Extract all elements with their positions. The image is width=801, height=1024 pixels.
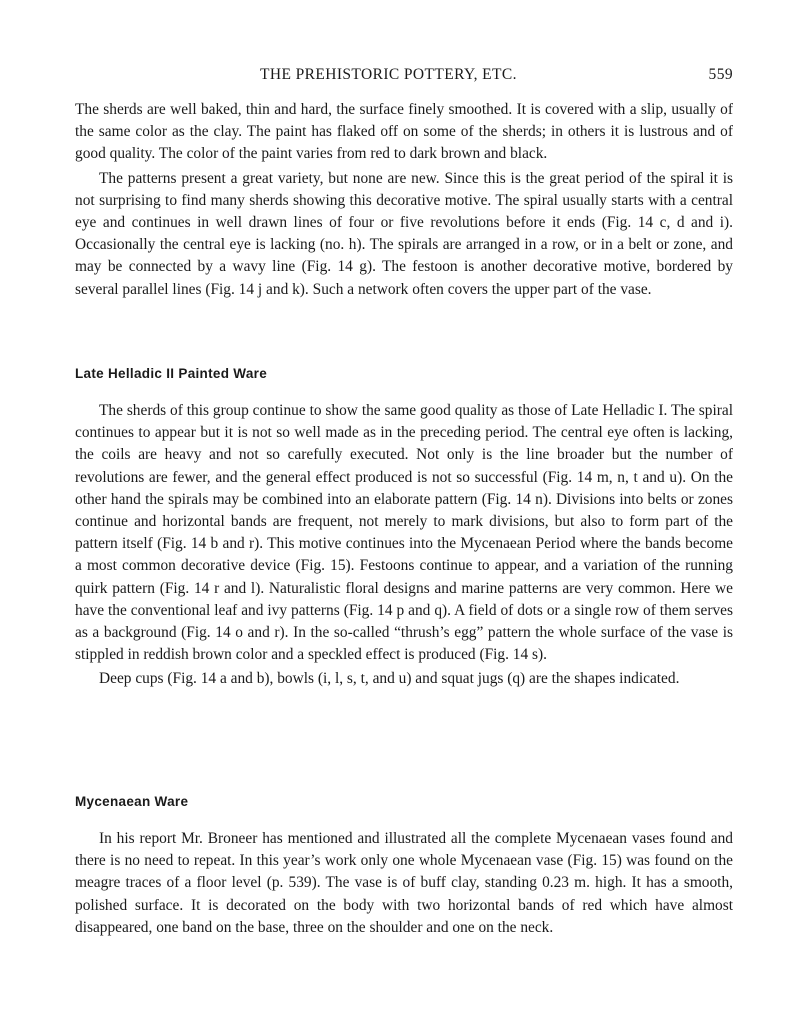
paragraph: In his report Mr. Broneer has mentioned and illustrated all the complete Mycenaean vases found and there is no need to repeat. In this year’s work only one whole Mycenaean vase (Fig. 15) was found on the meagre traces of a floor level (p. 539). The vase is of buff clay, standing 0.23 m. high. It has a smooth, polished surface. It is decorated on the body with two horizontal bands of red which have almost disappeared, one band on the base, three on the shoulder and one on the neck. xyxy=(75,830,733,936)
page-number: 559 xyxy=(708,66,733,83)
running-title: THE PREHISTORIC POTTERY, ETC. xyxy=(260,66,517,83)
paragraph: The patterns present a great variety, but none are new. Since this is the great period of the spiral it is not surprising to find many sherds showing this decorative motive. The spiral usually starts with a central eye and continues in well drawn lines of four or five revolutions before it ends (Fig. 14 c, d and i). Occasionally the central eye is lacking (no. h). The spirals are arranged in a row, or in a belt or zone, and may be connected by a wavy line (Fig. 14 g). The festoon is another decorative motive, bordered by several parallel lines (Fig. 14 j and k). Such a network often covers the upper part of the vase. xyxy=(75,169,733,298)
section-heading: Late Helladic II Painted Ware xyxy=(75,366,268,381)
paragraph: The sherds of this group continue to show the same good quality as those of Late Helladic I. The spiral continues to appear but it is not so well made as in the preceding period. The central eye often is lacking, the coils are heavy and not so carefully executed. Not only is the line broader but the number of revolutions are fewer, and the general effect produced is not so successful (Fig. 14 m, n, t and u). On the other hand the spirals may be combined into an elaborate pattern (Fig. 14 n). Divisions into belts or zones continue and horizontal bands are frequent, not merely to mark divisions, but also to form part of the pattern itself (Fig. 14 b and r). This motive continues into the Mycenaean Period where the bands become a most common decorative device (Fig. 15). Festoons continue to appear, and a variation of the running quirk pattern (Fig. 14 r and l). Naturalistic floral designs and marine patterns are very common. Here we have the conventional leaf and ivy patterns (Fig. 14 p and q). A field of dots or a single row of them serves as a background (Fig. 14 o and r). In the so-called “thrush’s egg” pattern the whole surface of the vase is stippled in reddish brown color and a speckled effect is produced (Fig. 14 s). xyxy=(75,402,733,664)
paragraph: Deep cups (Fig. 14 a and b), bowls (i, l, s, t, and u) and squat jugs (q) are the shapes indicated. xyxy=(99,670,680,688)
section-heading: Mycenaean Ware xyxy=(75,794,189,809)
section-mycenaean xyxy=(75,828,733,939)
section-intro xyxy=(75,99,733,301)
section-late-helladic-ii xyxy=(75,400,733,691)
running-head xyxy=(75,66,733,86)
paragraph: The sherds are well baked, thin and hard, the surface finely smoothed. It is covered with a slip, usually of the same color as the clay. The paint has flaked off on some of the sherds; in others it is lustrous and of good quality. The color of the paint varies from red to dark brown and black. xyxy=(75,101,733,163)
page xyxy=(75,0,733,1024)
